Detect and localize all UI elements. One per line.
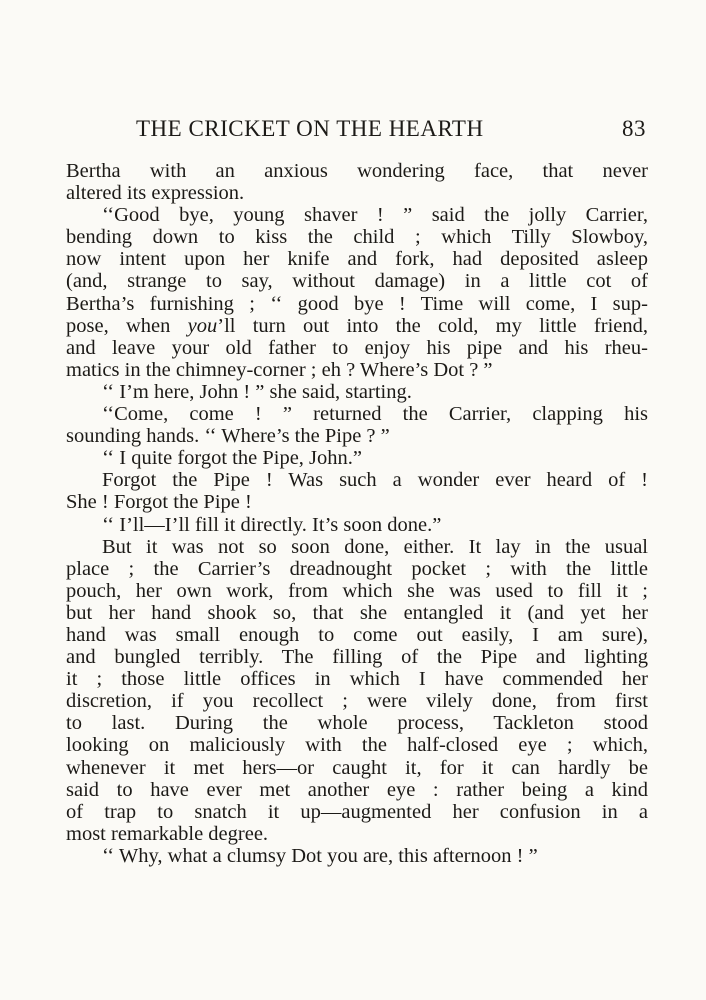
text-line: of trap to snatch it up—augmented her confusion in a [66,800,648,823]
text-line: Bertha with an anxious wondering face, that never [66,160,648,182]
text-line: Forgot the Pipe ! Was such a wonder ever heard of ! [102,469,648,492]
text-run: pose, when [66,314,188,337]
text-line: but her hand shook so, that she entangled it (and yet her [66,601,648,624]
text-line: pouch, her own work, from which she was used to fill it ; [66,579,648,602]
body-text [66,160,648,867]
text-line: to last. During the whole process, Tackleton stood [66,712,648,735]
text-line: ‘‘Come, come ! ” returned the Carrier, clapping his [102,403,648,426]
text-line: most remarkable degree. [66,822,269,845]
text-line: ‘‘ I quite forgot the Pipe, John.” [102,447,362,470]
text-line: Bertha’s furnishing ; ‘‘ good bye ! Time will come, I sup- [66,292,648,315]
running-head [136,116,646,144]
text-line: ‘‘ Why, what a clumsy Dot you are, this afternoon ! ” [102,844,538,867]
page-number: 83 [622,116,646,141]
text-line: sounding hands. ‘‘ Where’s the Pipe ? ” [66,425,390,448]
text-line: now intent upon her knife and fork, had deposited asleep [66,248,648,271]
text-line: hand was small enough to come out easily, I am sure), [66,623,648,646]
text-line: it ; those little offices in which I have commended her [66,668,648,691]
text-line: (and, strange to say, without damage) in a little cot of [66,270,648,293]
text-run: ’ll turn out into the cold, my little friend, [217,314,648,337]
text-line: matics in the chimney-corner ; eh ? Where’s Dot ? ” [66,358,493,381]
text-line [66,315,648,337]
text-line: and bungled terribly. The filling of the Pipe and lighting [66,646,648,669]
running-title: THE CRICKET ON THE HEARTH [136,116,484,141]
text-line: said to have ever met another eye : rather being a kind [66,778,648,801]
text-line: She ! Forgot the Pipe ! [66,491,252,514]
text-line: place ; the Carrier’s dreadnought pocket ; with the little [66,557,648,580]
text-line: ‘‘ I’m here, John ! ” she said, starting. [102,380,412,403]
text-line: discretion, if you recollect ; were vilely done, from first [66,690,648,713]
emphasis: you [187,314,218,337]
text-line: bending down to kiss the child ; which Tilly Slowboy, [66,226,648,249]
text-line: ‘‘ I’ll—I’ll fill it directly. It’s soon done.” [102,513,442,536]
text-line: looking on maliciously with the half-closed eye ; which, [66,734,648,757]
text-line: and leave your old father to enjoy his pipe and his rheu- [66,336,648,359]
text-line: altered its expression. [66,182,245,205]
text-line: ‘‘Good bye, young shaver ! ” said the jolly Carrier, [102,204,648,227]
text-line: But it was not so soon done, either. It lay in the usual [102,535,648,558]
text-line: whenever it met hers—or caught it, for it can hardly be [66,756,648,779]
